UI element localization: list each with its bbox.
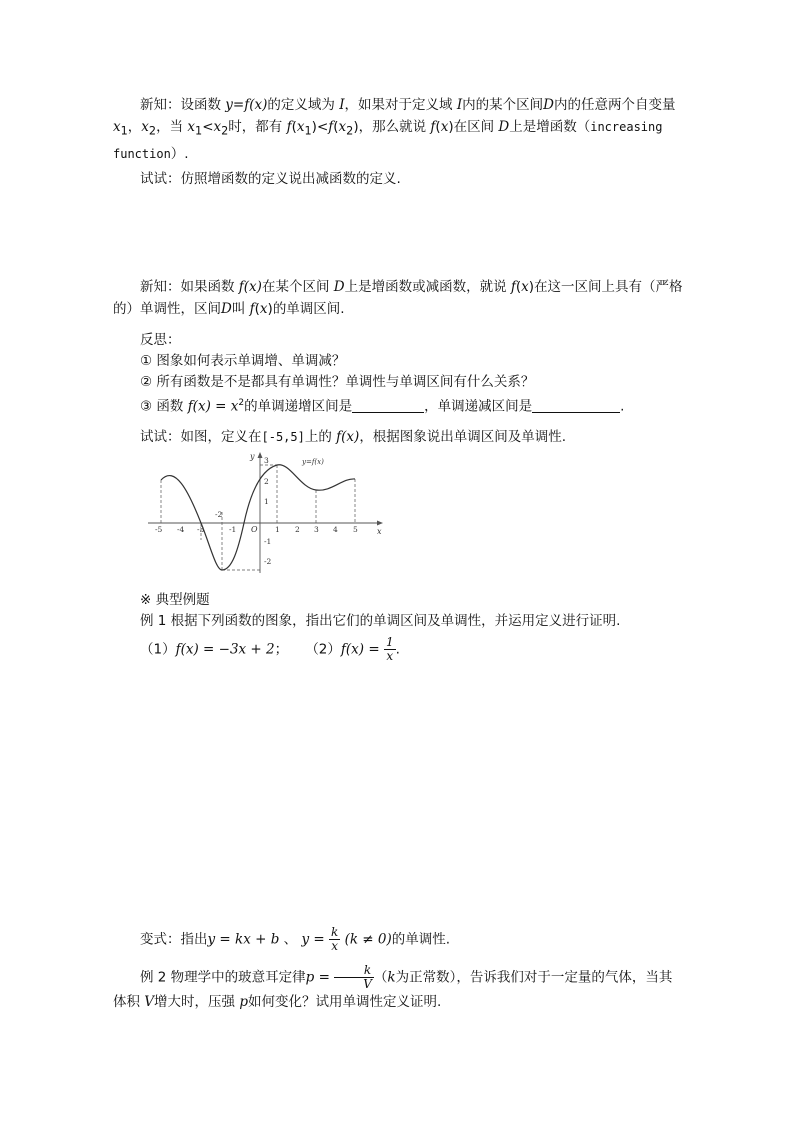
reflection-q2: ② 所有函数是不是都具有单调性？单调性与单调区间有什么关系？	[140, 374, 535, 390]
variant-question: 变式：指出y = kx + b 、 y = $\frac{k}{x}$ (k ≠ 0)的单调性.	[140, 925, 451, 953]
y-axis-arrow-icon	[258, 452, 263, 458]
x-tick-neg4: -4	[177, 525, 185, 534]
x-axis-label: x	[377, 527, 382, 536]
x-tick-neg5: -5	[155, 525, 163, 534]
reflection-block	[140, 330, 680, 418]
y-tick-2: 2	[264, 477, 269, 486]
x-tick-neg2-label: -2	[215, 510, 223, 519]
reflection-q1: ① 图象如何表示单调增、单调减？	[140, 353, 346, 369]
example-2: 例 2 物理学中的玻意耳定律p = $\frac{k}{V}$ （k为正常数），告诉我们对于一定量的气体，当其体积 V增大时，压强 p如何变化？试用单调性定义证明.	[113, 963, 673, 1010]
reflection-title: 反思：	[140, 332, 181, 348]
x-tick-3: 3	[314, 525, 319, 534]
y-tick-neg2: -2	[264, 557, 272, 566]
example-1: 例 1 根据下列函数的图象，指出它们的单调区间及单调性，并运用定义进行证明.	[140, 613, 621, 629]
fraction-k-over-x: $\frac{k}{x}$	[330, 925, 339, 953]
dashed-guides	[161, 465, 355, 570]
reflection-q3: ③ 函数 $f(x) = x^2$的单调递增区间是 ，单调递减区间是 .	[140, 398, 625, 415]
y-tick-1: 1	[264, 497, 269, 506]
typical-examples	[140, 590, 700, 663]
function-curve	[161, 465, 355, 570]
fraction-k-over-v: $\frac{k}{V}$	[334, 964, 374, 991]
x-axis-arrow-icon	[377, 521, 383, 526]
definition-increasing: 新知：设函数 y=f(x)的定义域为 I，如果对于定义域 I内的某个区间D内的任意两个自变量 $x_1$，$x_2$，当 $x_1<x_2$时，都有 $f(x_1)<f(x_2)$，那么就说 f(x)在区间 D上是增函数（increasing function）.	[113, 97, 676, 162]
curve-label: y=f(x)	[302, 458, 324, 466]
y-tick-neg1: -1	[264, 537, 272, 546]
function-graph	[140, 450, 390, 575]
definition-monotonic: 新知：如果函数 f(x)在某个区间 D上是增函数或减函数，就说 f(x)在这一区间上具有（严格的）单调性，区间D叫 f(x)的单调区间.	[113, 279, 683, 317]
answer-blank-increasing[interactable]	[352, 398, 424, 413]
fraction-1-over-x: $\frac{1}{x}$	[385, 635, 394, 663]
x-tick-4: 4	[333, 525, 338, 534]
x-tick-1: 1	[275, 525, 280, 534]
example-1-functions: （1）f(x) = −3x + 2； （2）f(x) = $\frac{1}{x}$ .	[140, 635, 400, 663]
y-axis-label: y	[250, 452, 255, 461]
y-tick-3: 3	[264, 456, 269, 465]
x-tick-2: 2	[295, 525, 300, 534]
examples-heading: ※ 典型例题	[140, 592, 210, 608]
try-graph-question: 试试：如图，定义在[-5,5]上的 f(x)，根据图象说出单调区间及单调性.	[140, 429, 567, 445]
x-tick-neg3: -3	[197, 525, 205, 534]
origin-label: O	[251, 525, 258, 534]
x-tick-neg1: -1	[229, 525, 237, 534]
answer-blank-decreasing[interactable]	[532, 398, 620, 413]
x-tick-5: 5	[353, 525, 358, 534]
try-decreasing-definition: 试试：仿照增函数的定义说出减函数的定义.	[140, 171, 401, 187]
